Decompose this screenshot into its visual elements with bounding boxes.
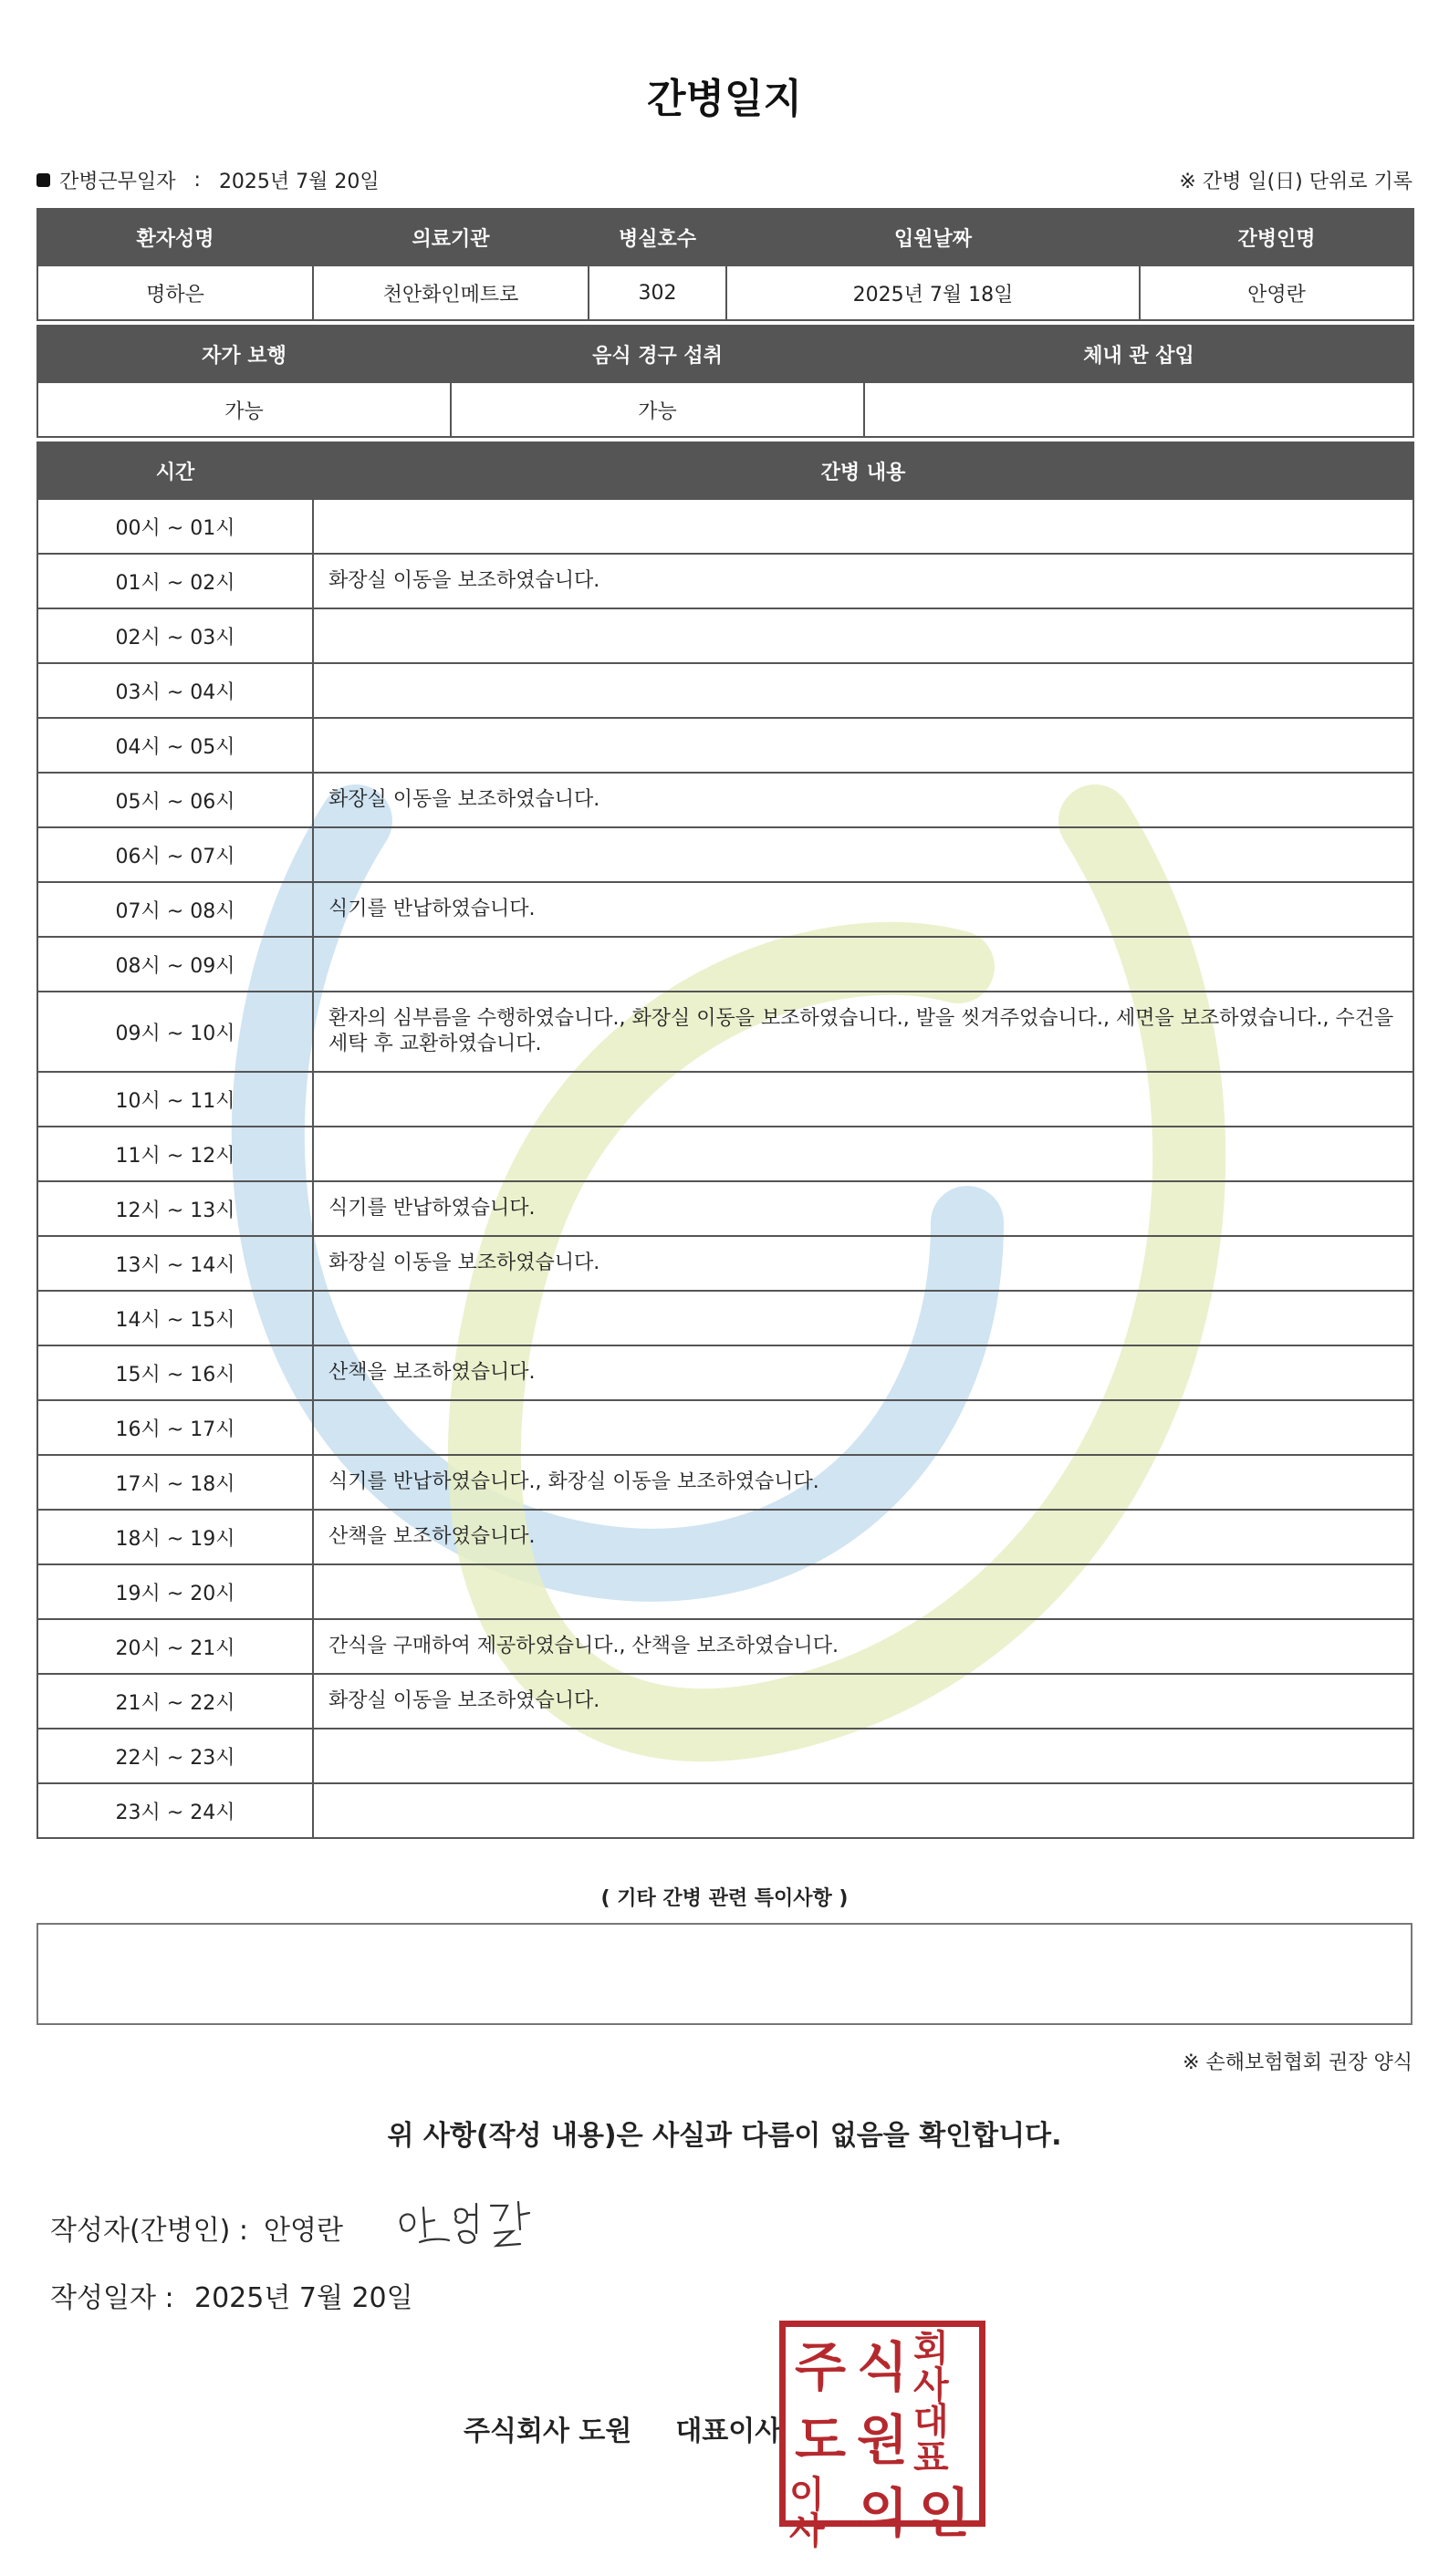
- care-log-time: 04시 ~ 05시: [37, 718, 313, 773]
- seal-char: 식: [856, 2336, 909, 2398]
- care-log-content: 식기를 반납하였습니다.: [313, 882, 1413, 937]
- record-unit-note: ※ 간병 일(日) 단위로 기록: [1179, 171, 1413, 193]
- care-log-time: 18시 ~ 19시: [37, 1510, 313, 1564]
- seal-char: 의: [856, 2482, 909, 2544]
- remarks-box: [36, 1923, 1413, 2025]
- seal-char: 주: [794, 2336, 847, 2398]
- handwritten-signature: [392, 2189, 538, 2253]
- care-log-time: 14시 ~ 15시: [37, 1291, 313, 1345]
- company-ceo-title: 대표이사: [675, 2415, 782, 2447]
- header-room: 병실호수: [589, 209, 726, 265]
- care-log-content: 식기를 반납하였습니다., 화장실 이동을 보조하였습니다.: [313, 1455, 1413, 1510]
- care-log-row: [37, 1783, 1413, 1838]
- care-log-content: 화장실 이동을 보조하였습니다.: [313, 1674, 1413, 1729]
- care-log-time: 13시 ~ 14시: [37, 1236, 313, 1291]
- care-log-content: [313, 1291, 1413, 1345]
- header-hospital: 의료기관: [313, 209, 589, 265]
- care-log-content: 화장실 이동을 보조하였습니다.: [313, 1236, 1413, 1291]
- care-log-header-row: [37, 442, 1413, 499]
- header-oral-intake: 음식 경구 섭취: [451, 326, 864, 382]
- care-log-content: 간식을 구매하여 제공하였습니다., 산책을 보조하였습니다.: [313, 1619, 1413, 1674]
- remarks-title: ( 기타 간병 관련 특이사항 ): [600, 1887, 849, 1910]
- writer-row: [50, 2207, 343, 2248]
- care-log-content: [313, 663, 1413, 718]
- header-care-content: 간병 내용: [313, 442, 1413, 499]
- care-log-time: 00시 ~ 01시: [37, 499, 313, 554]
- seal-char: 원: [856, 2409, 909, 2471]
- company-row: [464, 2408, 781, 2448]
- care-log-content: 화장실 이동을 보조하였습니다.: [313, 554, 1413, 608]
- seal-char: 회사: [913, 2328, 949, 2406]
- caregiver-name: 안영란: [1140, 265, 1413, 320]
- care-log-row: [37, 1619, 1413, 1674]
- care-log-time: 08시 ~ 09시: [37, 937, 313, 992]
- writer-label: 작성자(간병인) :: [50, 2215, 248, 2247]
- oral-intake-value: 가능: [451, 382, 864, 437]
- care-log-content: [313, 1400, 1413, 1455]
- care-log-time: 06시 ~ 07시: [37, 827, 313, 882]
- header-self-walking: 자가 보행: [37, 326, 451, 382]
- header-caregiver-name: 간병인명: [1140, 209, 1413, 265]
- care-log-time: 17시 ~ 18시: [37, 1455, 313, 1510]
- care-log-time: 21시 ~ 22시: [37, 1674, 313, 1729]
- care-log-table: [36, 441, 1414, 1839]
- care-log-row: [37, 499, 1413, 554]
- writer-name: 안영란: [264, 2215, 343, 2247]
- room-number: 302: [589, 265, 726, 320]
- care-log-row: [37, 1674, 1413, 1729]
- work-date-value: 2025년 7월 20일: [218, 171, 380, 193]
- work-date-separator: :: [193, 169, 201, 192]
- care-log-row: [37, 1729, 1413, 1783]
- care-log-time: 16시 ~ 17시: [37, 1400, 313, 1455]
- care-log-row: [37, 1127, 1413, 1181]
- company-name: 주식회사 도원: [464, 2415, 632, 2447]
- care-log-row: [37, 773, 1413, 827]
- form-note: ※ 손해보험협회 권장 양식: [1183, 2051, 1413, 2074]
- care-log-content: 식기를 반납하였습니다.: [313, 1181, 1413, 1236]
- header-admission-date: 입원날짜: [726, 209, 1140, 265]
- care-log-time: 09시 ~ 10시: [37, 992, 313, 1072]
- written-date-value: 2025년 7월 20일: [194, 2282, 413, 2314]
- care-log-row: [37, 1400, 1413, 1455]
- confirmation-statement: 위 사항(작성 내용)은 사실과 다름이 없음을 확인합니다.: [387, 2120, 1062, 2152]
- care-log-time: 11시 ~ 12시: [37, 1127, 313, 1181]
- patient-status-table: [36, 325, 1414, 438]
- page-title: 간병일지: [646, 76, 802, 122]
- care-log-row: [37, 827, 1413, 882]
- care-log-row: [37, 608, 1413, 663]
- care-log-content: 산책을 보조하였습니다.: [313, 1510, 1413, 1564]
- care-log-content: [313, 1072, 1413, 1127]
- seal-char: 대표: [913, 2401, 949, 2479]
- care-log-time: 15시 ~ 16시: [37, 1345, 313, 1400]
- bullet-square-icon: [36, 173, 50, 187]
- care-log-content: [313, 1729, 1413, 1783]
- written-date-label: 작성일자 :: [50, 2282, 174, 2314]
- work-date-label: 간병근무일자: [59, 171, 176, 193]
- care-log-time: 02시 ~ 03시: [37, 608, 313, 663]
- care-log-content: [313, 718, 1413, 773]
- care-log-time: 01시 ~ 02시: [37, 554, 313, 608]
- self-walking-value: 가능: [37, 382, 451, 437]
- header-tube-insertion: 체내 관 삽입: [864, 326, 1413, 382]
- care-log-row: [37, 554, 1413, 608]
- care-log-time: 12시 ~ 13시: [37, 1181, 313, 1236]
- care-log-row: [37, 1345, 1413, 1400]
- care-log-row: [37, 1072, 1413, 1127]
- care-log-row: [37, 663, 1413, 718]
- care-log-content: [313, 1783, 1413, 1838]
- work-date-row: [36, 166, 1413, 195]
- care-log-content: [313, 499, 1413, 554]
- care-log-time: 10시 ~ 11시: [37, 1072, 313, 1127]
- care-log-time: 22시 ~ 23시: [37, 1729, 313, 1783]
- seal-char: 도: [794, 2409, 847, 2471]
- care-log-content: [313, 937, 1413, 992]
- care-log-row: [37, 992, 1413, 1072]
- care-log-row: [37, 1564, 1413, 1619]
- patient-info-value-row: [37, 265, 1413, 320]
- care-log-content: [313, 1564, 1413, 1619]
- care-log-content: [313, 827, 1413, 882]
- patient-name: 명하은: [37, 265, 313, 320]
- care-log-content: 화장실 이동을 보조하였습니다.: [313, 773, 1413, 827]
- care-log-time: 05시 ~ 06시: [37, 773, 313, 827]
- care-log-time: 20시 ~ 21시: [37, 1619, 313, 1674]
- care-log-content: 산책을 보조하였습니다.: [313, 1345, 1413, 1400]
- seal-char: 인: [918, 2482, 971, 2544]
- care-log-row: [37, 1510, 1413, 1564]
- care-log-row: [37, 1291, 1413, 1345]
- company-seal: [779, 2321, 985, 2552]
- care-log-time: 19시 ~ 20시: [37, 1564, 313, 1619]
- admission-date: 2025년 7월 18일: [726, 265, 1140, 320]
- care-log-content: [313, 608, 1413, 663]
- care-log-row: [37, 1181, 1413, 1236]
- tube-insertion-value: [864, 382, 1413, 437]
- written-date-row: [50, 2275, 413, 2315]
- care-log-time: 23시 ~ 24시: [37, 1783, 313, 1838]
- care-log-row: [37, 1236, 1413, 1291]
- seal-char: 이사: [789, 2474, 825, 2552]
- care-log-content: 환자의 심부름을 수행하였습니다., 화장실 이동을 보조하였습니다., 발을 씻겨주었습니다., 세면을 보조하였습니다., 수건을 세탁 후 교환하였습니다.: [313, 992, 1413, 1072]
- patient-info-header-row: [37, 209, 1413, 265]
- care-log-row: [37, 937, 1413, 992]
- header-patient-name: 환자성명: [37, 209, 313, 265]
- care-log-row: [37, 1455, 1413, 1510]
- patient-status-header-row: [37, 326, 1413, 382]
- header-time: 시간: [37, 442, 313, 499]
- care-log-content: [313, 1127, 1413, 1181]
- patient-status-value-row: [37, 382, 1413, 437]
- hospital-name: 천안화인메트로: [313, 265, 589, 320]
- patient-info-table: [36, 208, 1414, 321]
- care-log-row: [37, 718, 1413, 773]
- care-log-time: 03시 ~ 04시: [37, 663, 313, 718]
- care-log-time: 07시 ~ 08시: [37, 882, 313, 937]
- care-log-row: [37, 882, 1413, 937]
